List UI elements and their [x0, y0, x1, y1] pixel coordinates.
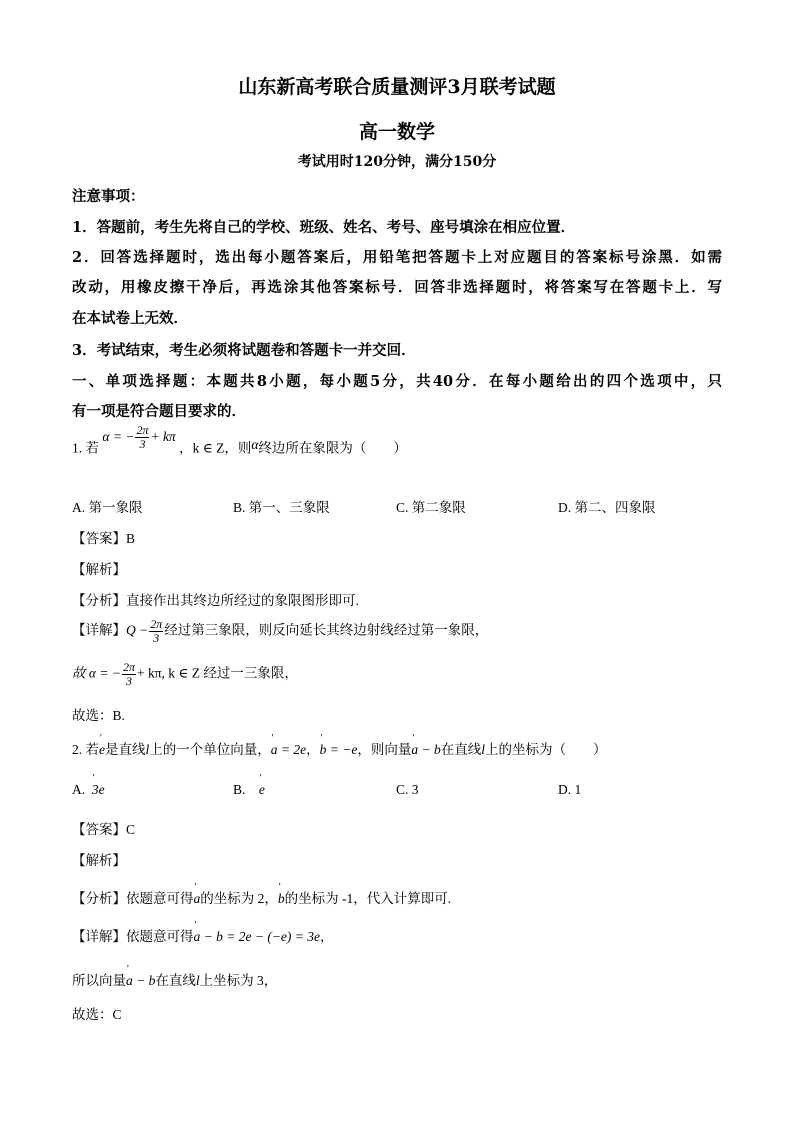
q2-xiangjie-expr: ' a − b = 2e − (−e) = 3e	[194, 929, 321, 945]
q1-fenxi-tag: 【分析】	[72, 593, 126, 608]
notice-item-2-line-3: 在本试卷上无效．	[72, 310, 188, 327]
q2-suoyi-3: 上坐标为 3，	[199, 973, 278, 988]
q2-p7: 上的坐标为（ ）	[484, 742, 607, 757]
section-heading-line-1: 一、单项选择题：本题共8小题，每小题5分，共40分．在每小题给出的四个选项中，只	[72, 373, 722, 390]
q1-xiangjie	[72, 618, 488, 645]
notice-item-2-line-2: 改动，用橡皮擦干净后，再选涂其他答案标号．回答非选择题时，将答案写在答题卡上．写	[72, 279, 722, 296]
q1-alpha: α	[251, 436, 259, 452]
q2-analysis-tag: 【解析】	[72, 853, 126, 868]
q1-gu-text: + kπ, k ∈ Z 经过一三象限，	[136, 665, 298, 681]
q1-xiangjie-pre: Q −	[126, 622, 149, 638]
q1-option-a: A. 第一象限	[72, 500, 143, 515]
q1-suffix: 终边所在象限为（ ）	[258, 440, 407, 456]
q1-gu-den: 3	[125, 674, 132, 688]
q2-xiangjie-1: 依题意可得	[126, 929, 194, 944]
q2-option-a-label: A.	[72, 782, 86, 797]
q2-p6: 在直线	[440, 742, 482, 757]
notice-item-2-line-1: 2．回答选择题时，选出每小题答案后，用铅笔把答题卡上对应题目的答案标号涂黑．如需	[72, 249, 722, 266]
q2-p3: 上的一个单位向量，	[149, 742, 271, 757]
q1-answer-tag: 【答案】	[72, 531, 126, 546]
q2-p1: 2. 若	[72, 742, 99, 757]
q2-e-vector: ' e	[99, 742, 105, 758]
q2-fenxi-a: ' a	[194, 891, 201, 907]
q1-answer-value: B	[126, 531, 136, 546]
q1-fenxi-text: 直接作出其终边所经过的象限图形即可.	[126, 593, 359, 608]
section-heading-line-2: 有一项是符合题目要求的．	[72, 403, 246, 420]
q2-b-eq: ' b = −e	[320, 742, 358, 758]
q1-choose: 故选：B.	[72, 708, 125, 723]
q1-answer	[72, 527, 135, 547]
q2-suoyi-2: 在直线	[155, 973, 196, 988]
q2-xiangjie-2: ，	[320, 929, 334, 944]
exam-title: 山东新高考联合质量测评3月联考试题	[238, 76, 556, 98]
notice-heading: 注意事项：	[72, 188, 145, 205]
q2-fenxi-tag: 【分析】	[72, 891, 126, 906]
q1-gu-pre: 故 α = −	[72, 665, 121, 681]
q1-xiangjie-text: 经过第三象限，则反向延长其终边射线经过第一象限，	[164, 622, 489, 638]
q2-p5: ，则向量	[357, 742, 412, 757]
q1-gu-fraction	[122, 661, 136, 688]
q1-k-cond: ，k ∈ Z，则	[179, 440, 252, 456]
time-note: 考试用时120分钟，满分150分	[297, 154, 497, 170]
q2-option-b	[233, 782, 265, 798]
q1-alpha-expr	[102, 423, 179, 451]
q2-option-b-label: B.	[233, 782, 246, 797]
q2-fenxi-2: 的坐标为 2，	[200, 891, 278, 906]
q2-stem	[72, 738, 606, 758]
q2-a-minus-b: ' a − b	[411, 742, 440, 758]
q2-choose: 故选：C	[72, 1007, 122, 1022]
subject-title: 高一数学	[358, 121, 435, 143]
q1-plus-k: + kπ	[150, 428, 176, 444]
q2-suoyi-1: 所以向量	[72, 973, 126, 988]
q2-l: l	[145, 742, 150, 757]
q1-xiangjie-fraction	[149, 618, 163, 645]
q2-a-eq: ' a = 2e	[271, 742, 306, 758]
q1-analysis-tag: 【解析】	[72, 562, 126, 577]
q2-option-a	[72, 782, 105, 798]
q1-xiangjie-tag: 【详解】	[72, 622, 126, 638]
q1-option-b: B. 第一、三象限	[233, 500, 330, 515]
q1-fenxi	[72, 589, 359, 609]
q1-frac-num: 2π	[136, 423, 149, 437]
q1-gu-num: 2π	[122, 660, 135, 674]
q1-option-c: C. 第二象限	[396, 500, 466, 515]
q1-xiangjie-num: 2π	[150, 617, 163, 631]
q2-p2: 是直线	[105, 742, 146, 757]
q2-fenxi	[72, 887, 451, 907]
q2-p4: ，	[306, 742, 320, 757]
q2-l-2: l	[481, 742, 485, 757]
q1-gu	[72, 661, 298, 688]
q2-xiangjie	[72, 925, 334, 945]
q1-alpha-lhs: α = −	[102, 428, 135, 444]
notice-item-1: 1．答题前，考生先将自己的学校、班级、姓名、考号、座号填涂在相应位置．	[72, 219, 576, 236]
q2-answer-value: C	[126, 822, 136, 837]
q2-fenxi-b: ' b	[278, 891, 285, 907]
q2-answer-tag: 【答案】	[72, 822, 126, 837]
q1-option-d: D. 第二、四象限	[558, 500, 656, 515]
q2-option-c: C. 3	[396, 782, 419, 797]
q2-fenxi-3: 的坐标为 -1，代入计算即可.	[284, 891, 452, 906]
q2-option-a-value: ' 3e	[92, 782, 105, 798]
q2-answer	[72, 818, 135, 838]
q2-option-b-value: ' e	[259, 782, 265, 798]
q1-xiangjie-den: 3	[153, 631, 160, 645]
q1-fraction	[135, 424, 149, 451]
q2-suoyi-l: l	[195, 973, 200, 988]
q1-frac-den: 3	[139, 437, 146, 451]
q2-suoyi-expr: ' a − b	[126, 973, 155, 989]
q2-suoyi	[72, 969, 277, 989]
q2-option-d: D. 1	[558, 782, 582, 797]
q1-prefix: 1. 若	[72, 440, 99, 456]
notice-item-3: 3．考试结束，考生必须将试题卷和答题卡一并交回．	[72, 342, 416, 359]
q2-fenxi-1: 依题意可得	[126, 891, 194, 906]
q2-xiangjie-tag: 【详解】	[72, 929, 126, 944]
